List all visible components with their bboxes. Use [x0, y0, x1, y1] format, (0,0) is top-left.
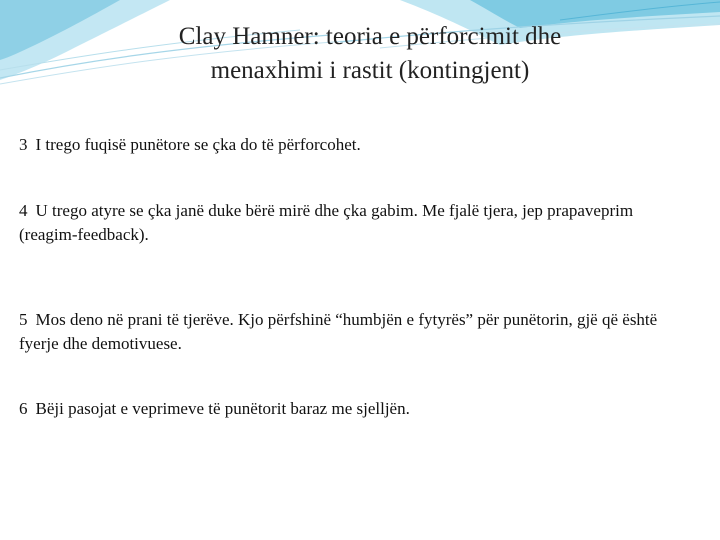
item-text: U trego atyre se çka janë duke bërë mirë dhe çka gabim. Me fjalë tjera, jep prapaveprim (reagim-feedback).: [19, 201, 634, 244]
title-line-1: Clay Hamner: teoria e përforcimit dhe: [178, 23, 562, 50]
list-item: [19, 308, 659, 356]
title-line-2: menaxhimi i rastit (kontingjent): [210, 57, 530, 84]
slide-title: [120, 20, 620, 88]
item-number: 3: [19, 135, 28, 154]
item-text: Mos deno në prani të tjerëve. Kjo përfshinë “humbjën e fytyrës” për punëtorin, gjë që është fyerje dhe demotivuese.: [19, 310, 658, 353]
list-item: [19, 199, 659, 247]
item-number: 6: [19, 399, 28, 418]
item-text: I trego fuqisë punëtore se çka do të përforcohet.: [35, 135, 361, 154]
item-text: Bëji pasojat e veprimeve të punëtorit baraz me sjelljën.: [35, 399, 410, 418]
item-number: 5: [19, 310, 28, 329]
list-item: [19, 133, 659, 157]
list-item: [19, 397, 659, 421]
item-number: 4: [19, 201, 28, 220]
